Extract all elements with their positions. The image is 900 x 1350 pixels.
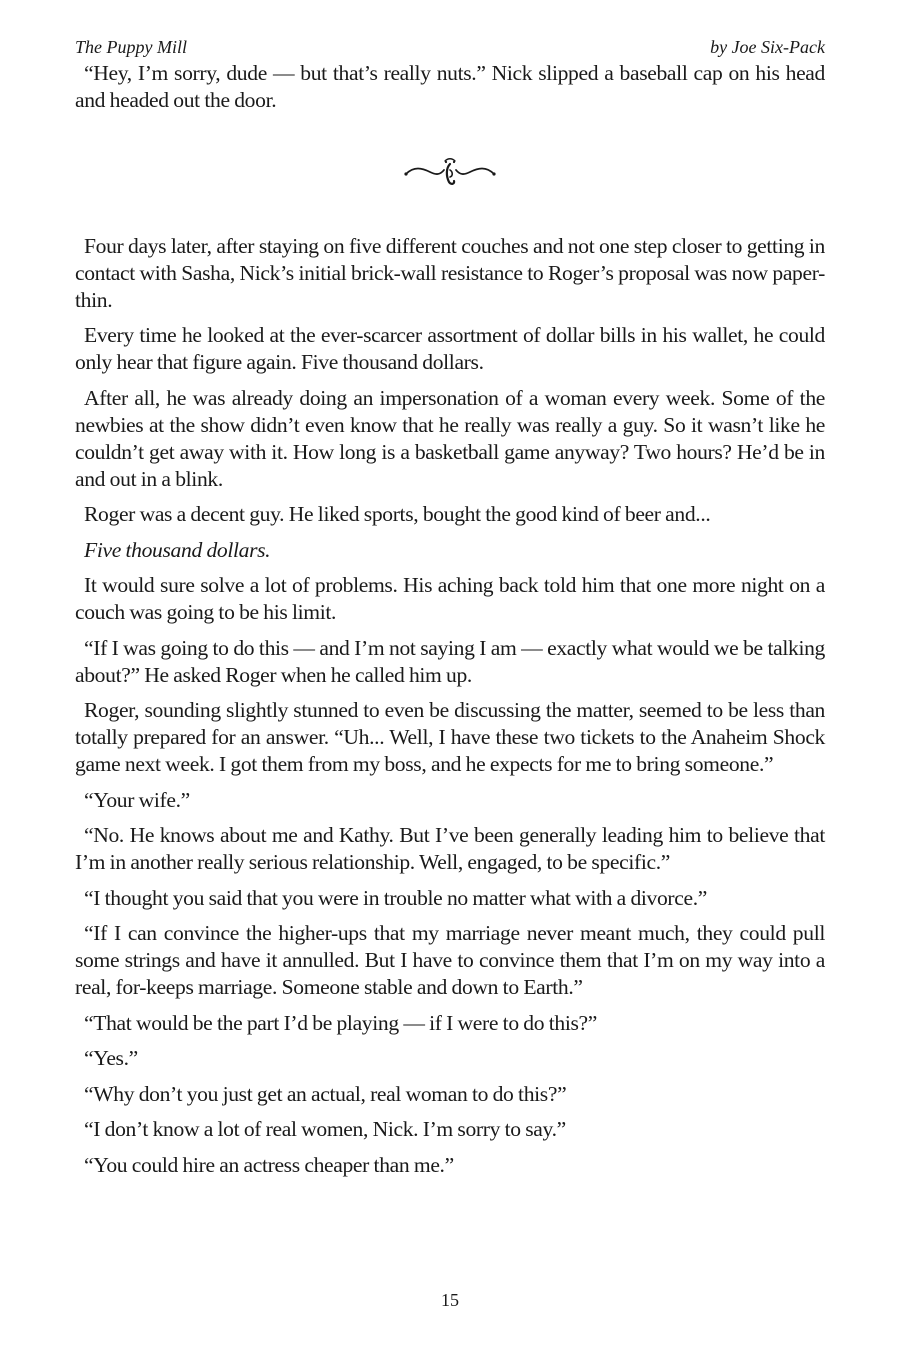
book-page	[75, 36, 825, 1187]
section-break	[75, 123, 825, 221]
paragraph: “Hey, I’m sorry, dude — but that’s really nuts.” Nick slipped a baseball cap on his head and headed out the door.	[75, 61, 825, 112]
paragraph: “I thought you said that you were in trouble no matter what with a divorce.”	[84, 885, 708, 910]
author-byline: by Joe Six-Pack	[710, 37, 825, 57]
paragraph: Four days later, after staying on five different couches and not one step closer to getting in contact with Sasha, Nick’s initial brick-wall resistance to Roger’s proposal was now paper-thin.	[75, 233, 825, 312]
paragraph: After all, he was already doing an impersonation of a woman every week. Some of the newbies at the show didn’t even know that he really was really a guy. So it wasn’t like he couldn’t get away with it. How long is a basketball game anyway? Two hours? He’d be in and out in a blink.	[75, 385, 825, 491]
body-text-continued	[75, 233, 825, 1179]
page-number: 15	[441, 1290, 459, 1310]
paragraph: Roger, sounding slightly stunned to even be discussing the matter, seemed to be less than totally prepared for an answer. “Uh... Well, I have these two tickets to the Anaheim Shock game next week. I got them from my boss, and he expects for me to bring someone.”	[75, 698, 825, 776]
paragraph: “I don’t know a lot of real women, Nick. I’m sorry to say.”	[84, 1117, 566, 1141]
paragraph: “Your wife.”	[84, 787, 190, 812]
paragraph: Roger was a decent guy. He liked sports, bought the good kind of beer and...	[84, 502, 711, 526]
paragraph: “If I was going to do this — and I’m not saying I am — exactly what would we be talking about?” He asked Roger when he called him up.	[75, 635, 825, 687]
paragraph-italic: Five thousand dollars.	[84, 537, 271, 562]
fleuron-ornament-icon	[402, 156, 498, 188]
paragraph: “If I can convince the higher-ups that my marriage never meant much, they could pull some strings and have it annulled. But I have to convince them that I’m on my way into a real, for-keeps marriage. Someone stable and down to Earth.”	[75, 921, 825, 999]
paragraph: “Why don’t you just get an actual, real woman to do this?”	[84, 1081, 567, 1106]
book-title: The Puppy Mill	[75, 37, 187, 57]
paragraph: Every time he looked at the ever-scarcer assortment of dollar bills in his wallet, he could only hear that figure again. Five thousand dollars.	[75, 323, 825, 374]
running-header	[75, 36, 825, 60]
paragraph: “No. He knows about me and Kathy. But I’ve been generally leading him to believe that I’m in another really serious relationship. Well, engaged, to be specific.”	[75, 823, 825, 874]
paragraph: “That would be the part I’d be playing — if I were to do this?”	[84, 1010, 598, 1035]
body-text	[75, 60, 825, 114]
paragraph: “Yes.”	[84, 1046, 138, 1070]
paragraph: “You could hire an actress cheaper than me.”	[84, 1152, 454, 1177]
paragraph: It would sure solve a lot of problems. His aching back told him that one more night on a couch was going to be his limit.	[75, 573, 825, 624]
